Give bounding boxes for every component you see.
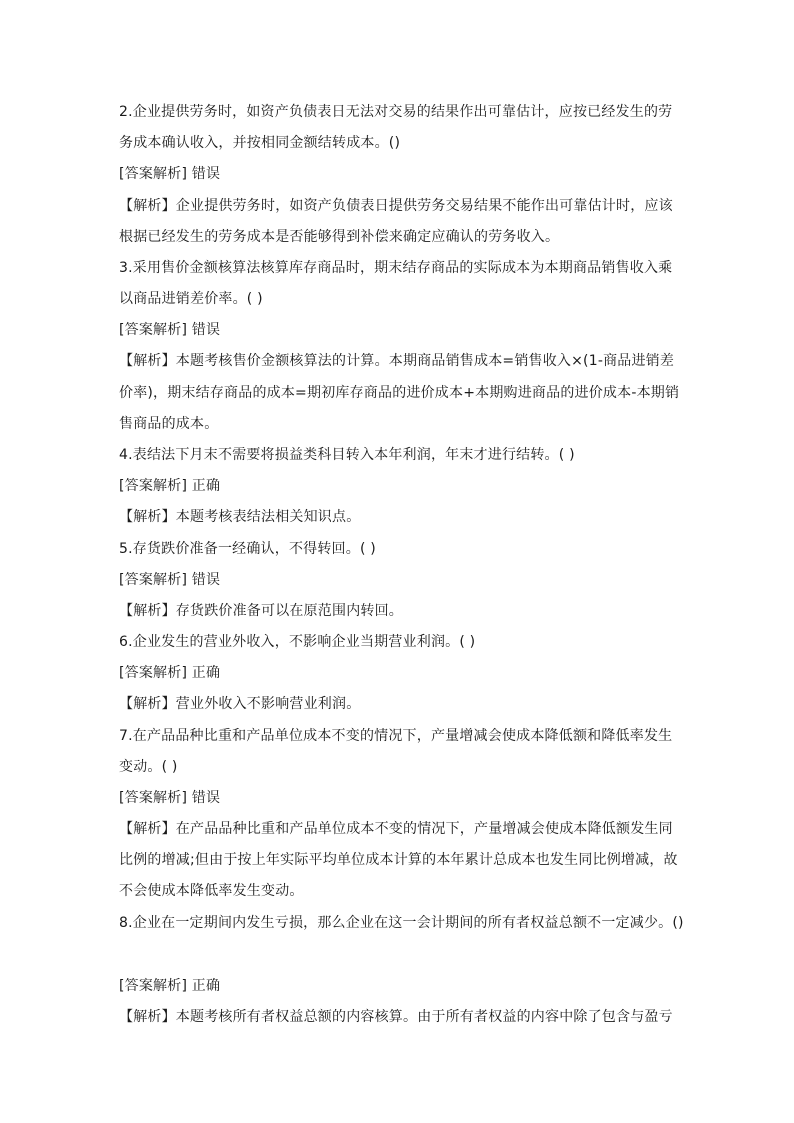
question-7-answer: [答案解析] 错误 [119,790,221,806]
question-2-text-line-2: 务成本确认收入，并按相同金额结转成本。() [119,135,401,151]
question-5-text: 5.存货跌价准备一经确认，不得转回。( ) [119,541,376,557]
question-4-explanation: 【解析】本题考核表结法相关知识点。 [119,509,361,525]
question-7-text-line-2: 变动。( ) [119,759,178,775]
question-8-answer: [答案解析] 正确 [119,978,221,994]
question-6-explanation: 【解析】营业外收入不影响营业利润。 [119,696,361,712]
question-5-answer: [答案解析] 错误 [119,572,221,588]
question-7-explanation-line-3: 不会使成本降低率发生变动。 [119,883,304,899]
question-3-explanation-line-3: 售商品的成本。 [119,416,219,432]
question-5-explanation: 【解析】存货跌价准备可以在原范围内转回。 [119,603,403,619]
question-6-text: 6.企业发生的营业外收入，不影响企业当期营业利润。( ) [119,634,476,650]
question-2-explanation-line-1: 【解析】企业提供劳务时，如资产负债表日提供劳务交易结果不能作出可靠估计时，应该 [119,198,673,214]
question-3-explanation-line-2: 价率)，期末结存商品的成本=期初库存商品的进价成本+本期购进商品的进价成本-本期销 [119,385,680,401]
question-8-text: 8.企业在一定期间内发生亏损，那么企业在这一会计期间的所有者权益总额不一定减少。() [119,915,684,931]
question-2-text-line-1: 2.企业提供劳务时，如资产负债表日无法对交易的结果作出可靠估计，应按已经发生的劳 [119,104,673,120]
question-2-explanation-line-2: 根据已经发生的劳务成本是否能够得到补偿来确定应确认的劳务收入。 [119,229,560,245]
question-8-explanation-line-1: 【解析】本题考核所有者权益总额的内容核算。由于所有者权益的内容中除了包含与盈亏 [119,1009,673,1025]
question-4-answer: [答案解析] 正确 [119,478,221,494]
question-2-answer: [答案解析] 错误 [119,166,221,182]
question-4-text: 4.表结法下月末不需要将损益类科目转入本年利润，年末才进行结转。( ) [119,447,575,463]
question-3-explanation-line-1: 【解析】本题考核售价金额核算法的计算。本期商品销售成本=销售收入×(1-商品进销差 [119,353,675,369]
question-7-explanation-line-2: 比例的增减;但由于按上年实际平均单位成本计算的本年累计总成本也发生同比例增减，故 [119,852,678,868]
question-3-text-line-1: 3.采用售价金额核算法核算库存商品时，期末结存商品的实际成本为本期商品销售收入乘 [119,260,673,276]
question-3-answer: [答案解析] 错误 [119,322,221,338]
question-6-answer: [答案解析] 正确 [119,665,221,681]
question-7-text-line-1: 7.在产品品种比重和产品单位成本不变的情况下，产量增减会使成本降低额和降低率发生 [119,728,673,744]
question-3-text-line-2: 以商品进销差价率。( ) [119,291,263,307]
question-7-explanation-line-1: 【解析】在产品品种比重和产品单位成本不变的情况下，产量增减会使成本降低额发生同 [119,821,673,837]
